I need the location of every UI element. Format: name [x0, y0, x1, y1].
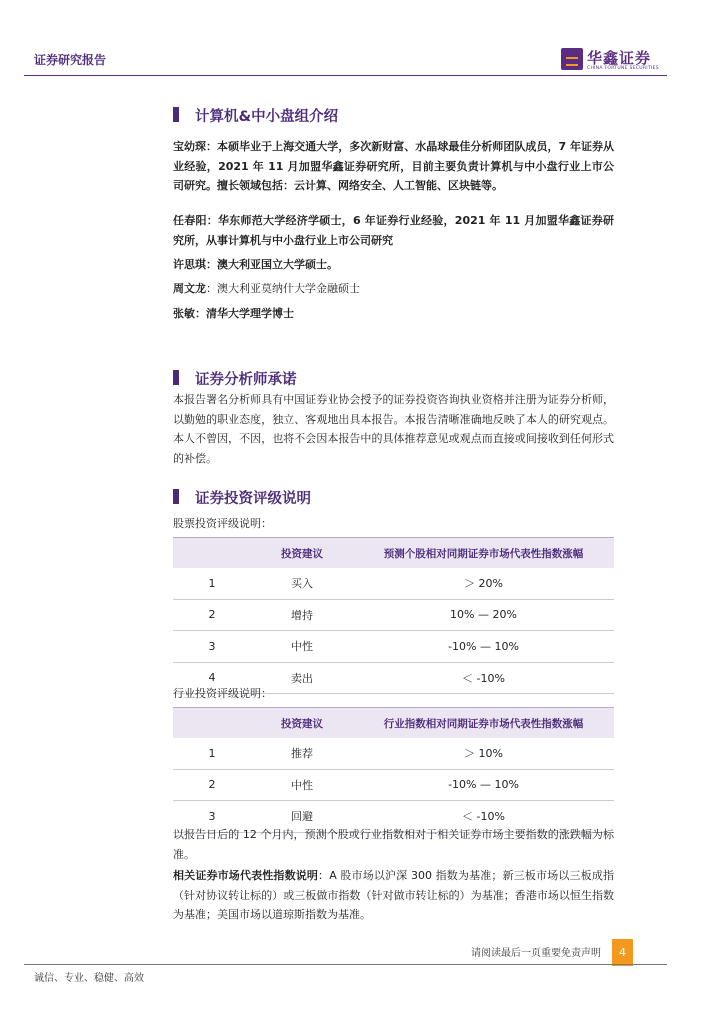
- table-header-cell: [173, 708, 251, 739]
- table-header-cell: [173, 538, 251, 569]
- table-cell: 2: [173, 769, 251, 801]
- table-cell: 4: [173, 662, 251, 694]
- member-desc: ：华东师范大学经济学硕士，6 年证券行业经验，2021 年 11 月加盟华鑫证券研究所，从事计算机与中小盘行业上市公司研究: [173, 214, 614, 247]
- member-name: 周文龙: [173, 282, 206, 295]
- table-row: [173, 631, 614, 663]
- rating-section-title: 证券投资评级说明: [173, 487, 311, 508]
- header-title: 证券研究报告: [34, 53, 107, 67]
- index-note-text: ：A 股市场以沪深 300 指数为基准；新三板市场以三板成指（针对协议转让标的）或三板做市指数（针对做市转让标的）为基准；香港市场以恒生指数为基准；美国市场以道琼斯指数为基准。: [173, 869, 614, 921]
- member-bio: [173, 211, 614, 250]
- table-row: [173, 738, 614, 769]
- footer-divider: [24, 964, 667, 965]
- page-number: 4: [612, 939, 633, 966]
- table-header-cell: 投资建议: [251, 708, 353, 739]
- table-cell: 增持: [251, 599, 353, 631]
- stock-rating-table: [173, 537, 614, 694]
- table-header-cell: 行业指数相对同期证券市场代表性指数涨幅: [353, 708, 614, 739]
- table-cell: 3: [173, 801, 251, 833]
- logo-text-cn: 华鑫证券: [587, 49, 652, 67]
- member-name: 许思琪: [173, 258, 206, 271]
- table-cell: 1: [173, 568, 251, 599]
- footer-motto: 诚信、专业、稳健、高效: [34, 973, 144, 984]
- industry-rating-table: [173, 707, 614, 833]
- table-header-cell: 预测个股相对同期证券市场代表性指数涨幅: [353, 538, 614, 569]
- company-logo: [561, 47, 661, 73]
- table-cell: 买入: [251, 568, 353, 599]
- logo-text-en: CHINA FORTUNE SECURITIES: [587, 66, 659, 71]
- industry-rating-label: 行业投资评级说明：: [173, 687, 272, 700]
- index-note-bold: 相关证券市场代表性指数说明: [173, 869, 319, 882]
- table-cell: 中性: [251, 769, 353, 801]
- member-bio: [173, 255, 614, 275]
- table-cell: 2: [173, 599, 251, 631]
- member-name: 张敏: [173, 307, 195, 320]
- rating-note: 以报告日后的 12 个月内，预测个股或行业指数相对于相关证券市场主要指数的涨跌幅为标准。: [173, 828, 614, 861]
- index-note: [173, 866, 614, 925]
- member-desc: ：本硕毕业于上海交通大学，多次新财富、水晶球最佳分析师团队成员，7 年证券从业经验，2021 年 11 月加盟华鑫证券研究所，目前主要负责计算机与中小盘行业上市公司研究。擅长领域包括：云计算、网络安全、人工智能、区块链等。: [173, 140, 615, 192]
- member-desc: ：澳大利亚莫纳什大学金融硕士: [206, 282, 360, 295]
- table-row: [173, 599, 614, 631]
- table-cell: -10% — 10%: [353, 631, 614, 663]
- member-name: 宝幼琛: [173, 140, 207, 153]
- table-cell: 3: [173, 631, 251, 663]
- logo-mark-icon: [561, 48, 583, 70]
- table-cell: 中性: [251, 631, 353, 663]
- table-cell: ＜ -10%: [353, 662, 614, 694]
- stock-rating-label: 股票投资评级说明：: [173, 517, 272, 530]
- member-name: 任春阳: [173, 214, 207, 227]
- header-divider: [24, 75, 667, 76]
- table-row: [173, 769, 614, 801]
- member-bio: [173, 137, 614, 196]
- table-header-row: [173, 538, 614, 569]
- table-cell: 10% — 20%: [353, 599, 614, 631]
- table-cell: ＞ 20%: [353, 568, 614, 599]
- member-bio: [173, 304, 614, 324]
- table-header-row: [173, 708, 614, 739]
- team-section-title: 计算机&中小盘组介绍: [173, 105, 338, 126]
- table-cell: -10% — 10%: [353, 769, 614, 801]
- table-cell: ＞ 10%: [353, 738, 614, 769]
- table-cell: ＜ -10%: [353, 801, 614, 833]
- member-bio: [173, 279, 614, 299]
- table-cell: 1: [173, 738, 251, 769]
- table-cell: 回避: [251, 801, 353, 833]
- member-desc: ：清华大学理学博士: [195, 307, 294, 320]
- disclaimer-note: 请阅读最后一页重要免责声明: [471, 948, 601, 959]
- table-row: [173, 568, 614, 599]
- commitment-text: 本报告署名分析师具有中国证券业协会授予的证券投资咨询执业资格并注册为证券分析师，以勤勉的职业态度，独立、客观地出具本报告。本报告清晰准确地反映了本人的研究观点。本人不曾因，不因，也将不会因本报告中的具体推荐意见或观点而直接或间接收到任何形式的补偿。: [173, 393, 614, 465]
- table-header-cell: 投资建议: [251, 538, 353, 569]
- table-cell: 推荐: [251, 738, 353, 769]
- commitment-section-title: 证券分析师承诺: [173, 368, 297, 389]
- member-desc: ：澳大利亚国立大学硕士。: [206, 258, 338, 271]
- table-cell: 卖出: [251, 662, 353, 694]
